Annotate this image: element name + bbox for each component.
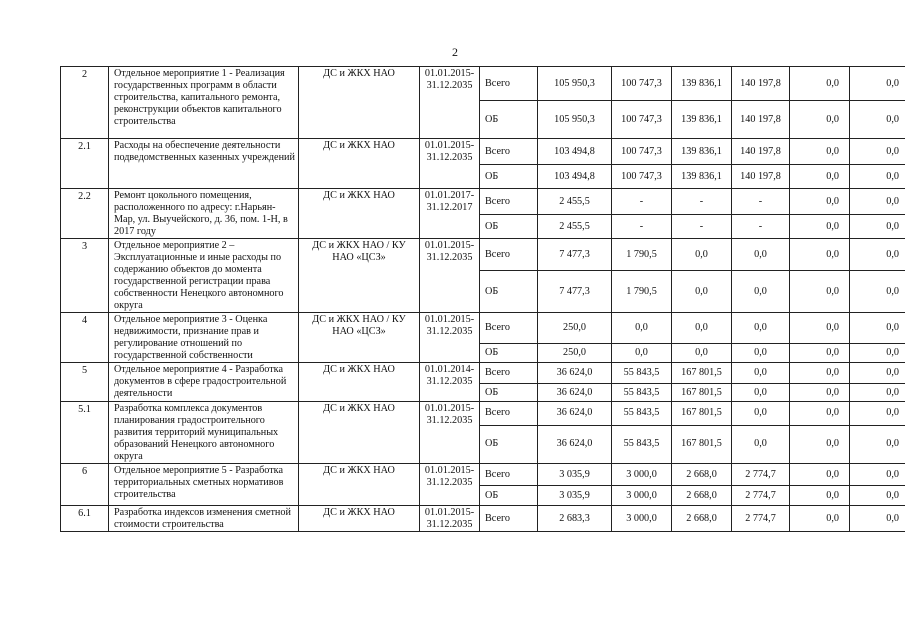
amount-cell: 103 494,8 (538, 139, 612, 165)
funding-source: ОБ (480, 215, 538, 239)
amount-cell: 2 774,7 (732, 506, 790, 532)
responsible-party: ДС и ЖКХ НАО (299, 67, 420, 139)
responsible-party: ДС и ЖКХ НАО (299, 506, 420, 532)
implementation-period: 01.01.2015-31.12.2035 (420, 402, 480, 464)
amount-cell: 36 624,0 (538, 363, 612, 384)
amount-cell: 0,0 (790, 343, 850, 362)
amount-cell: 0,0 (790, 271, 850, 313)
amount-cell: - (612, 215, 672, 239)
amount-cell: 0,0 (732, 402, 790, 426)
funding-source: Всего (480, 239, 538, 271)
amount-cell: 2 668,0 (672, 506, 732, 532)
amount-cell: - (612, 189, 672, 215)
amount-cell: 139 836,1 (672, 101, 732, 139)
amount-cell: 0,0 (672, 313, 732, 344)
amount-cell: 3 000,0 (612, 464, 672, 486)
row-number: 4 (61, 313, 109, 363)
amount-cell: - (672, 189, 732, 215)
amount-cell: 140 197,8 (732, 139, 790, 165)
page-number: 2 (452, 45, 458, 59)
amount-cell: 2 668,0 (672, 486, 732, 506)
amount-cell: 0,0 (790, 464, 850, 486)
measure-title: Разработка индексов изменения сметной стоимости строительства (109, 506, 299, 532)
funding-source: Всего (480, 313, 538, 344)
amount-cell: 2 774,7 (732, 486, 790, 506)
amount-cell: 0,0 (850, 165, 905, 189)
responsible-party: ДС и ЖКХ НАО (299, 189, 420, 239)
measure-title: Отдельное мероприятие 3 - Оценка недвижимости, признание прав и регулирование отношений по государственной собственности (109, 313, 299, 363)
amount-cell: 0,0 (850, 343, 905, 362)
amount-cell: 0,0 (850, 67, 905, 101)
amount-cell: 2 455,5 (538, 215, 612, 239)
program-budget-table (60, 66, 905, 532)
funding-source: Всего (480, 402, 538, 426)
amount-cell: 3 000,0 (612, 506, 672, 532)
amount-cell: 36 624,0 (538, 384, 612, 402)
amount-cell: 0,0 (790, 215, 850, 239)
measure-title: Отдельное мероприятие 1 - Реализация государственных программ в области строительства, капитального ремонта, реконструкции объектов капитального строительства (109, 67, 299, 139)
funding-source: ОБ (480, 486, 538, 506)
funding-source: Всего (480, 506, 538, 532)
table-row (61, 402, 905, 426)
amount-cell: 0,0 (850, 239, 905, 271)
amount-cell: 7 477,3 (538, 271, 612, 313)
amount-cell: 55 843,5 (612, 402, 672, 426)
amount-cell: 1 790,5 (612, 271, 672, 313)
funding-source: Всего (480, 139, 538, 165)
amount-cell: 0,0 (732, 313, 790, 344)
amount-cell: 2 683,3 (538, 506, 612, 532)
amount-cell: 0,0 (672, 271, 732, 313)
funding-source: Всего (480, 189, 538, 215)
table-row (61, 506, 905, 532)
amount-cell: 0,0 (732, 343, 790, 362)
amount-cell: 105 950,3 (538, 101, 612, 139)
amount-cell: 100 747,3 (612, 165, 672, 189)
row-number: 2.1 (61, 139, 109, 189)
funding-source: Всего (480, 363, 538, 384)
implementation-period: 01.01.2015-31.12.2035 (420, 464, 480, 506)
table-row (61, 139, 905, 165)
responsible-party: ДС и ЖКХ НАО (299, 139, 420, 189)
amount-cell: 0,0 (850, 101, 905, 139)
table-row (61, 239, 905, 271)
amount-cell: 0,0 (790, 425, 850, 463)
amount-cell: 0,0 (850, 425, 905, 463)
amount-cell: 0,0 (732, 239, 790, 271)
amount-cell: 0,0 (790, 506, 850, 532)
funding-source: ОБ (480, 165, 538, 189)
amount-cell: 0,0 (790, 486, 850, 506)
amount-cell: 167 801,5 (672, 425, 732, 463)
amount-cell: 0,0 (850, 363, 905, 384)
amount-cell: 0,0 (612, 313, 672, 344)
amount-cell: 0,0 (850, 313, 905, 344)
funding-source: ОБ (480, 343, 538, 362)
amount-cell: 167 801,5 (672, 363, 732, 384)
amount-cell: 140 197,8 (732, 101, 790, 139)
amount-cell: 100 747,3 (612, 67, 672, 101)
amount-cell: 36 624,0 (538, 425, 612, 463)
table-row (61, 189, 905, 215)
funding-source: Всего (480, 67, 538, 101)
funding-source: ОБ (480, 425, 538, 463)
amount-cell: 0,0 (850, 402, 905, 426)
implementation-period: 01.01.2014-31.12.2035 (420, 363, 480, 402)
implementation-period: 01.01.2015-31.12.2035 (420, 313, 480, 363)
amount-cell: 0,0 (850, 486, 905, 506)
funding-source: ОБ (480, 384, 538, 402)
row-number: 2.2 (61, 189, 109, 239)
amount-cell: - (732, 215, 790, 239)
amount-cell: 100 747,3 (612, 101, 672, 139)
amount-cell: 103 494,8 (538, 165, 612, 189)
implementation-period: 01.01.2015-31.12.2035 (420, 506, 480, 532)
implementation-period: 01.01.2015-31.12.2035 (420, 67, 480, 139)
amount-cell: 2 455,5 (538, 189, 612, 215)
row-number: 5.1 (61, 402, 109, 464)
amount-cell: 0,0 (612, 343, 672, 362)
implementation-period: 01.01.2015-31.12.2035 (420, 239, 480, 313)
funding-source: Всего (480, 464, 538, 486)
amount-cell: 36 624,0 (538, 402, 612, 426)
amount-cell: 1 790,5 (612, 239, 672, 271)
amount-cell: 2 668,0 (672, 464, 732, 486)
amount-cell: 140 197,8 (732, 67, 790, 101)
table-row (61, 313, 905, 344)
implementation-period: 01.01.2017-31.12.2017 (420, 189, 480, 239)
funding-source: ОБ (480, 271, 538, 313)
amount-cell: 3 035,9 (538, 486, 612, 506)
amount-cell: 3 000,0 (612, 486, 672, 506)
amount-cell: 0,0 (790, 67, 850, 101)
amount-cell: 0,0 (790, 165, 850, 189)
measure-title: Разработка комплекса документов планирования градостроительного развития территорий муниципальных образований Ненецкого автономного округа (109, 402, 299, 464)
amount-cell: 250,0 (538, 343, 612, 362)
amount-cell: 167 801,5 (672, 384, 732, 402)
amount-cell: 139 836,1 (672, 165, 732, 189)
responsible-party: ДС и ЖКХ НАО (299, 402, 420, 464)
amount-cell: 0,0 (790, 101, 850, 139)
table-row (61, 67, 905, 101)
amount-cell: 0,0 (790, 239, 850, 271)
responsible-party: ДС и ЖКХ НАО (299, 363, 420, 402)
amount-cell: 55 843,5 (612, 425, 672, 463)
amount-cell: 250,0 (538, 313, 612, 344)
amount-cell: 0,0 (790, 363, 850, 384)
row-number: 6.1 (61, 506, 109, 532)
measure-title: Отдельное мероприятие 5 - Разработка территориальных сметных нормативов строительства (109, 464, 299, 506)
responsible-party: ДС и ЖКХ НАО / КУ НАО «ЦСЗ» (299, 239, 420, 313)
measure-title: Расходы на обеспечение деятельности подведомственных казенных учреждений (109, 139, 299, 189)
amount-cell: 0,0 (850, 189, 905, 215)
row-number: 3 (61, 239, 109, 313)
amount-cell: 0,0 (790, 384, 850, 402)
amount-cell: 0,0 (732, 425, 790, 463)
amount-cell: 0,0 (850, 384, 905, 402)
table-row (61, 464, 905, 486)
amount-cell: - (732, 189, 790, 215)
amount-cell: 0,0 (790, 313, 850, 344)
amount-cell: 0,0 (732, 271, 790, 313)
row-number: 6 (61, 464, 109, 506)
funding-source: ОБ (480, 101, 538, 139)
amount-cell: 105 950,3 (538, 67, 612, 101)
table-row (61, 363, 905, 384)
amount-cell: 0,0 (790, 402, 850, 426)
amount-cell: 7 477,3 (538, 239, 612, 271)
row-number: 5 (61, 363, 109, 402)
amount-cell: 139 836,1 (672, 139, 732, 165)
responsible-party: ДС и ЖКХ НАО (299, 464, 420, 506)
measure-title: Отдельное мероприятие 2 – Эксплуатационные и иные расходы по содержанию объектов до момента государственной регистрации права собственности Ненецкого автономного округа (109, 239, 299, 313)
implementation-period: 01.01.2015-31.12.2035 (420, 139, 480, 189)
responsible-party: ДС и ЖКХ НАО / КУ НАО «ЦСЗ» (299, 313, 420, 363)
amount-cell: 0,0 (850, 139, 905, 165)
amount-cell: 167 801,5 (672, 402, 732, 426)
amount-cell: 0,0 (672, 239, 732, 271)
row-number: 2 (61, 67, 109, 139)
amount-cell: 100 747,3 (612, 139, 672, 165)
amount-cell: 55 843,5 (612, 384, 672, 402)
amount-cell: 140 197,8 (732, 165, 790, 189)
amount-cell: 0,0 (732, 384, 790, 402)
amount-cell: 0,0 (850, 506, 905, 532)
amount-cell: 0,0 (790, 189, 850, 215)
amount-cell: 0,0 (672, 343, 732, 362)
amount-cell: 0,0 (790, 139, 850, 165)
amount-cell: 139 836,1 (672, 67, 732, 101)
amount-cell: 2 774,7 (732, 464, 790, 486)
measure-title: Ремонт цокольного помещения, расположенного по адресу: г.Нарьян-Мар, ул. Выучейского, д. 36, пом. 1-Н, в 2017 году (109, 189, 299, 239)
amount-cell: - (672, 215, 732, 239)
amount-cell: 0,0 (850, 464, 905, 486)
amount-cell: 0,0 (732, 363, 790, 384)
measure-title: Отдельное мероприятие 4 - Разработка документов в сфере градостроительной деятельности (109, 363, 299, 402)
amount-cell: 0,0 (850, 271, 905, 313)
amount-cell: 55 843,5 (612, 363, 672, 384)
amount-cell: 0,0 (850, 215, 905, 239)
amount-cell: 3 035,9 (538, 464, 612, 486)
